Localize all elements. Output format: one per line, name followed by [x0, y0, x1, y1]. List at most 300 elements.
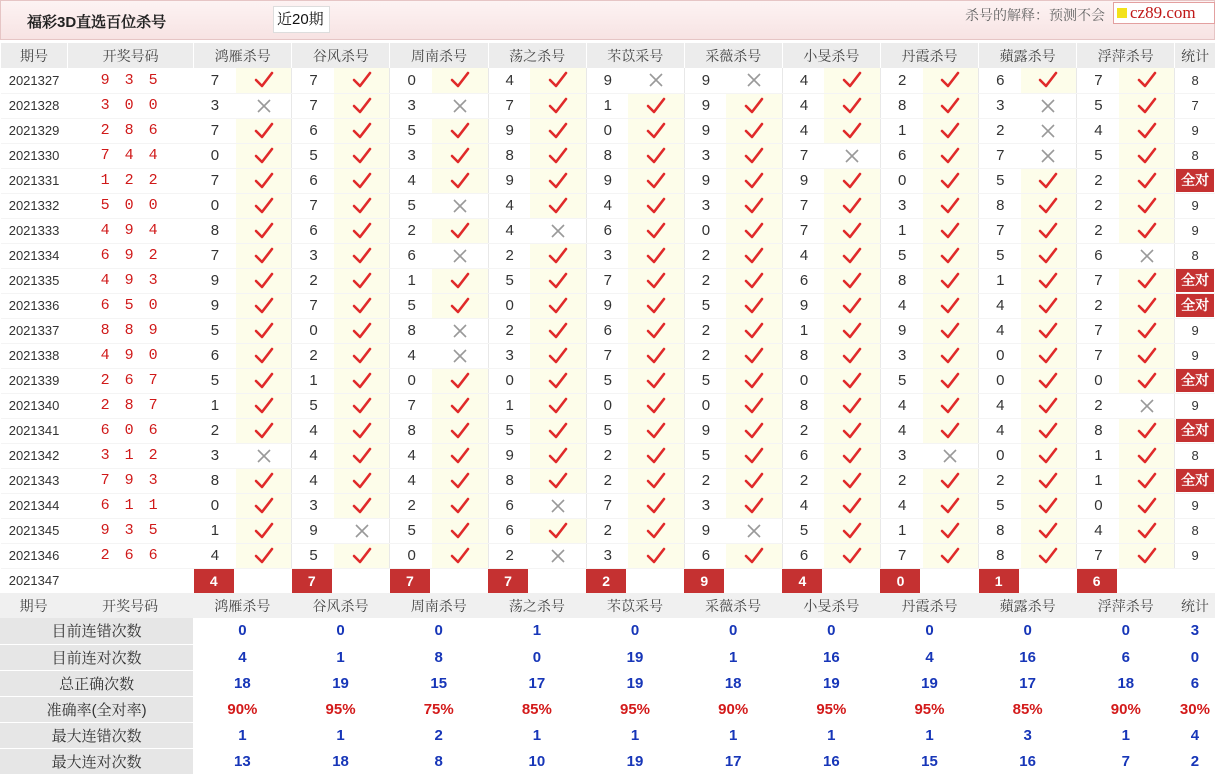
hit-cell	[1021, 543, 1077, 568]
hit-cell	[923, 243, 979, 268]
cross-icon	[549, 497, 567, 515]
kill-number: 9	[684, 118, 726, 143]
kill-number: 7	[782, 193, 824, 218]
stats-row	[0, 748, 1215, 774]
kill-number: 2	[1077, 393, 1119, 418]
check-icon	[744, 147, 764, 165]
row-stat: 9	[1175, 218, 1215, 243]
table-row	[1, 293, 1215, 318]
table-row	[1, 468, 1215, 493]
check-icon	[450, 447, 470, 465]
check-icon	[450, 422, 470, 440]
hit-cell	[1119, 93, 1175, 118]
period-select[interactable]: 近20期	[273, 6, 330, 33]
check-icon	[940, 147, 960, 165]
kill-number: 1	[488, 393, 530, 418]
check-icon	[254, 547, 274, 565]
kill-number: 8	[488, 143, 530, 168]
hit-cell	[726, 368, 782, 393]
hit-cell	[334, 468, 390, 493]
check-icon	[744, 447, 764, 465]
cross-icon	[941, 447, 959, 465]
kill-number: 2	[880, 68, 922, 93]
check-icon	[744, 472, 764, 490]
header-expert: 丹霞杀号	[880, 43, 978, 68]
kill-number: 6	[782, 443, 824, 468]
miss-cell	[334, 518, 390, 543]
miss-cell	[236, 93, 292, 118]
kill-number: 8	[390, 318, 432, 343]
kill-number: 7	[782, 143, 824, 168]
row-stat: 9	[1175, 118, 1215, 143]
check-icon	[1038, 197, 1058, 215]
hit-cell	[1119, 443, 1175, 468]
hit-cell	[628, 268, 684, 293]
kill-number: 0	[194, 493, 236, 518]
check-icon	[352, 422, 372, 440]
hit-cell	[726, 393, 782, 418]
check-icon	[1137, 497, 1157, 515]
stats-value: 1	[488, 722, 586, 748]
check-icon	[744, 222, 764, 240]
check-icon	[940, 497, 960, 515]
check-icon	[842, 397, 862, 415]
hit-cell	[530, 68, 586, 93]
hit-cell	[824, 368, 880, 393]
miss-cell	[236, 443, 292, 468]
hit-cell	[628, 518, 684, 543]
check-icon	[940, 472, 960, 490]
hit-cell	[236, 143, 292, 168]
hit-cell	[334, 143, 390, 168]
check-icon	[744, 397, 764, 415]
check-icon	[548, 247, 568, 265]
stats-value: 19	[291, 670, 389, 696]
kill-number: 2	[880, 468, 922, 493]
kill-number: 9	[684, 418, 726, 443]
kill-number: 8	[194, 218, 236, 243]
kill-number: 6	[684, 543, 726, 568]
check-icon	[254, 272, 274, 290]
check-icon	[842, 372, 862, 390]
kill-number: 5	[979, 493, 1021, 518]
stats-value: 90%	[684, 696, 782, 722]
all-correct-badge: 全对	[1176, 419, 1214, 442]
hit-cell	[726, 243, 782, 268]
draw-numbers: 3 0 0	[68, 93, 194, 118]
check-icon	[842, 347, 862, 365]
check-icon	[940, 247, 960, 265]
check-icon	[352, 547, 372, 565]
stats-value: 95%	[291, 696, 389, 722]
row-stat: 9	[1175, 193, 1215, 218]
draw-numbers: 2 8 6	[68, 118, 194, 143]
row-stat	[1175, 168, 1215, 193]
kill-number: 1	[194, 518, 236, 543]
kill-number: 1	[194, 393, 236, 418]
kill-number: 7	[1077, 68, 1119, 93]
table-row	[1, 518, 1215, 543]
kill-number: 4	[1077, 518, 1119, 543]
stats-value: 0	[193, 618, 291, 644]
hit-cell	[923, 493, 979, 518]
kill-number: 7	[292, 93, 334, 118]
kill-number: 4	[292, 443, 334, 468]
miss-cell	[923, 443, 979, 468]
hit-cell	[726, 493, 782, 518]
kill-number: 5	[292, 543, 334, 568]
hit-cell	[530, 368, 586, 393]
hit-cell	[1021, 218, 1077, 243]
hit-cell	[432, 218, 488, 243]
table-row	[1, 343, 1215, 368]
hit-cell	[236, 393, 292, 418]
hit-cell	[824, 543, 880, 568]
hit-cell	[923, 293, 979, 318]
hit-cell	[1119, 193, 1175, 218]
kill-explanation: 杀号的解释：预测不会	[965, 7, 1105, 23]
hit-cell	[236, 243, 292, 268]
hit-cell	[1119, 318, 1175, 343]
check-icon	[940, 172, 960, 190]
stats-value: 4	[193, 644, 291, 670]
stats-value: 0	[488, 644, 586, 670]
stats-label: 目前连对次数	[0, 644, 193, 670]
kill-number: 0	[684, 218, 726, 243]
hit-cell	[726, 293, 782, 318]
kill-number: 2	[684, 318, 726, 343]
check-icon	[744, 297, 764, 315]
check-icon	[548, 147, 568, 165]
hit-cell	[923, 93, 979, 118]
check-icon	[254, 397, 274, 415]
hit-cell	[726, 418, 782, 443]
check-icon	[450, 547, 470, 565]
check-icon	[352, 147, 372, 165]
check-icon	[352, 372, 372, 390]
check-icon	[548, 272, 568, 290]
stats-value: 10	[488, 748, 586, 774]
kill-number: 7	[979, 218, 1021, 243]
hit-cell	[628, 143, 684, 168]
kill-number: 5	[586, 418, 628, 443]
check-icon	[254, 172, 274, 190]
kill-number: 5	[488, 418, 530, 443]
issue-number: 2021330	[1, 143, 68, 168]
kill-number: 2	[1077, 293, 1119, 318]
kill-number: 6	[488, 518, 530, 543]
hit-cell	[236, 468, 292, 493]
hit-cell	[530, 343, 586, 368]
row-stat: 9	[1175, 493, 1215, 518]
issue-number: 2021333	[1, 218, 68, 243]
table-row	[1, 368, 1215, 393]
stats-value: 1	[880, 722, 978, 748]
current-kill-number: 6	[1077, 569, 1117, 593]
table-row	[1, 393, 1215, 418]
kill-number: 5	[194, 318, 236, 343]
header-issue: 期号	[1, 43, 68, 68]
check-icon	[646, 297, 666, 315]
check-icon	[254, 372, 274, 390]
kill-number: 3	[292, 243, 334, 268]
kill-number: 2	[684, 243, 726, 268]
stats-value: 3	[979, 722, 1077, 748]
kill-number: 4	[390, 168, 432, 193]
check-icon	[646, 122, 666, 140]
row-stat	[1175, 468, 1215, 493]
hit-cell	[1021, 368, 1077, 393]
check-icon	[842, 122, 862, 140]
kill-number: 9	[684, 93, 726, 118]
hit-cell	[628, 543, 684, 568]
hit-cell	[432, 368, 488, 393]
kill-number: 8	[782, 393, 824, 418]
kill-number: 5	[979, 243, 1021, 268]
kill-number: 5	[1077, 143, 1119, 168]
kill-number: 0	[194, 143, 236, 168]
stats-value: 17	[684, 748, 782, 774]
header-expert: 鸿雁杀号	[194, 43, 292, 68]
stats-value: 0	[1077, 618, 1175, 644]
hit-cell	[1119, 368, 1175, 393]
hit-cell	[1021, 393, 1077, 418]
hit-cell	[530, 268, 586, 293]
stats-label: 总正确次数	[0, 670, 193, 696]
kill-number: 4	[979, 418, 1021, 443]
kill-number: 2	[684, 343, 726, 368]
kill-number: 0	[390, 368, 432, 393]
hit-cell	[726, 543, 782, 568]
table-row	[1, 443, 1215, 468]
check-icon	[450, 222, 470, 240]
stats-value: 6	[1077, 644, 1175, 670]
check-icon	[548, 71, 568, 89]
kill-number: 1	[880, 518, 922, 543]
check-icon	[646, 497, 666, 515]
kill-number: 0	[488, 368, 530, 393]
stats-value: 2	[1175, 748, 1215, 774]
check-icon	[548, 397, 568, 415]
row-stat: 9	[1175, 543, 1215, 568]
kill-number: 6	[880, 143, 922, 168]
miss-cell	[824, 143, 880, 168]
kill-number: 4	[782, 68, 824, 93]
column-header-row	[1, 43, 1215, 68]
check-icon	[744, 347, 764, 365]
hit-cell	[824, 318, 880, 343]
hit-cell	[1119, 543, 1175, 568]
kill-number: 9	[194, 268, 236, 293]
row-stat: 8	[1175, 68, 1215, 93]
current-kill-number: 2	[586, 569, 626, 593]
stats-value: 1	[291, 722, 389, 748]
stats-value: 1	[684, 644, 782, 670]
row-stat	[1175, 268, 1215, 293]
kill-number: 2	[782, 418, 824, 443]
cross-icon	[451, 322, 469, 340]
kill-number: 1	[880, 218, 922, 243]
header-draw-label: 开奖号码	[102, 597, 159, 614]
kill-number: 6	[488, 493, 530, 518]
draw-numbers: 6 5 0	[68, 293, 194, 318]
kill-number: 6	[1077, 243, 1119, 268]
issue-number: 2021340	[1, 393, 68, 418]
site-logo[interactable]	[1113, 2, 1215, 24]
kill-number: 5	[390, 518, 432, 543]
current-kill-row	[1, 568, 1215, 593]
kill-number: 4	[782, 243, 824, 268]
kill-number: 7	[194, 168, 236, 193]
kill-number: 4	[488, 218, 530, 243]
check-icon	[1038, 372, 1058, 390]
hit-cell	[824, 468, 880, 493]
kill-number: 8	[979, 543, 1021, 568]
check-icon	[352, 297, 372, 315]
header-issue-draw	[0, 593, 193, 618]
kill-number: 0	[586, 393, 628, 418]
stats-value: 16	[782, 748, 880, 774]
kill-number: 4	[586, 193, 628, 218]
draw-numbers: 8 8 9	[68, 318, 194, 343]
check-icon	[744, 497, 764, 515]
hit-cell	[236, 318, 292, 343]
hit-cell	[923, 68, 979, 93]
kill-number: 8	[880, 268, 922, 293]
hit-cell	[334, 118, 390, 143]
kill-number: 2	[782, 468, 824, 493]
stats-value: 95%	[586, 696, 684, 722]
kill-number: 8	[194, 468, 236, 493]
kill-number: 9	[586, 68, 628, 93]
current-kill-number: 7	[292, 569, 332, 593]
hit-cell	[1119, 493, 1175, 518]
kill-number: 5	[1077, 93, 1119, 118]
check-icon	[352, 222, 372, 240]
hit-cell	[530, 243, 586, 268]
table-row	[1, 418, 1215, 443]
hit-cell	[726, 218, 782, 243]
check-icon	[1137, 522, 1157, 540]
cross-icon	[1039, 122, 1057, 140]
header-expert: 谷风杀号	[291, 593, 389, 618]
check-icon	[744, 547, 764, 565]
check-icon	[1038, 297, 1058, 315]
check-icon	[940, 272, 960, 290]
check-icon	[1038, 222, 1058, 240]
kill-number: 2	[292, 343, 334, 368]
check-icon	[842, 297, 862, 315]
all-correct-badge: 全对	[1176, 169, 1214, 192]
check-icon	[646, 422, 666, 440]
hit-cell	[334, 368, 390, 393]
hit-cell	[236, 193, 292, 218]
hit-cell	[824, 218, 880, 243]
header-expert: 浮萍杀号	[1077, 593, 1175, 618]
hit-cell	[530, 143, 586, 168]
cross-icon	[843, 147, 861, 165]
check-icon	[450, 472, 470, 490]
table-row	[1, 318, 1215, 343]
miss-cell	[432, 318, 488, 343]
issue-number: 2021332	[1, 193, 68, 218]
draw-numbers: 7 4 4	[68, 143, 194, 168]
miss-cell	[1021, 143, 1077, 168]
all-correct-badge: 全对	[1176, 269, 1214, 292]
kill-number: 9	[586, 293, 628, 318]
current-kill-number: 9	[684, 569, 724, 593]
check-icon	[842, 197, 862, 215]
cross-icon	[1138, 397, 1156, 415]
kill-number: 2	[586, 468, 628, 493]
kill-number: 6	[782, 268, 824, 293]
check-icon	[254, 472, 274, 490]
all-correct-badge: 全对	[1176, 469, 1214, 492]
kill-number: 0	[1077, 368, 1119, 393]
hit-cell	[1021, 518, 1077, 543]
header-expert: 周南杀号	[390, 43, 488, 68]
column-header-row	[0, 593, 1215, 618]
check-icon	[842, 547, 862, 565]
hit-cell	[1021, 193, 1077, 218]
kill-number: 2	[1077, 218, 1119, 243]
kill-number: 5	[390, 118, 432, 143]
check-icon	[1038, 422, 1058, 440]
hit-cell	[824, 443, 880, 468]
hit-cell	[334, 243, 390, 268]
cross-icon	[255, 447, 273, 465]
check-icon	[744, 372, 764, 390]
hit-cell	[628, 443, 684, 468]
hit-cell	[628, 243, 684, 268]
stats-value: 19	[586, 670, 684, 696]
cross-icon	[549, 222, 567, 240]
hit-cell	[1021, 493, 1077, 518]
check-icon	[352, 272, 372, 290]
check-icon	[1137, 297, 1157, 315]
check-icon	[548, 422, 568, 440]
hit-cell	[236, 168, 292, 193]
check-icon	[450, 71, 470, 89]
issue-number: 2021334	[1, 243, 68, 268]
issue-number: 2021344	[1, 493, 68, 518]
stats-label: 目前连错次数	[0, 618, 193, 644]
kill-number: 9	[880, 318, 922, 343]
check-icon	[352, 247, 372, 265]
draw-numbers: 7 9 3	[68, 468, 194, 493]
kill-number: 3	[194, 443, 236, 468]
kill-number: 4	[292, 468, 334, 493]
issue-number: 2021341	[1, 418, 68, 443]
check-icon	[842, 247, 862, 265]
kill-number: 4	[880, 493, 922, 518]
kill-number: 0	[979, 343, 1021, 368]
hit-cell	[1119, 418, 1175, 443]
draw-numbers: 9 3 5	[68, 518, 194, 543]
kill-number: 5	[684, 368, 726, 393]
kill-number: 4	[488, 193, 530, 218]
hit-cell	[628, 418, 684, 443]
issue-number: 2021342	[1, 443, 68, 468]
kill-number: 4	[880, 418, 922, 443]
header-expert: 蘋露杀号	[979, 593, 1077, 618]
hit-cell	[726, 168, 782, 193]
row-stat	[1175, 418, 1215, 443]
stats-value: 19	[880, 670, 978, 696]
hit-cell	[923, 343, 979, 368]
check-icon	[1038, 347, 1058, 365]
hit-cell	[923, 168, 979, 193]
